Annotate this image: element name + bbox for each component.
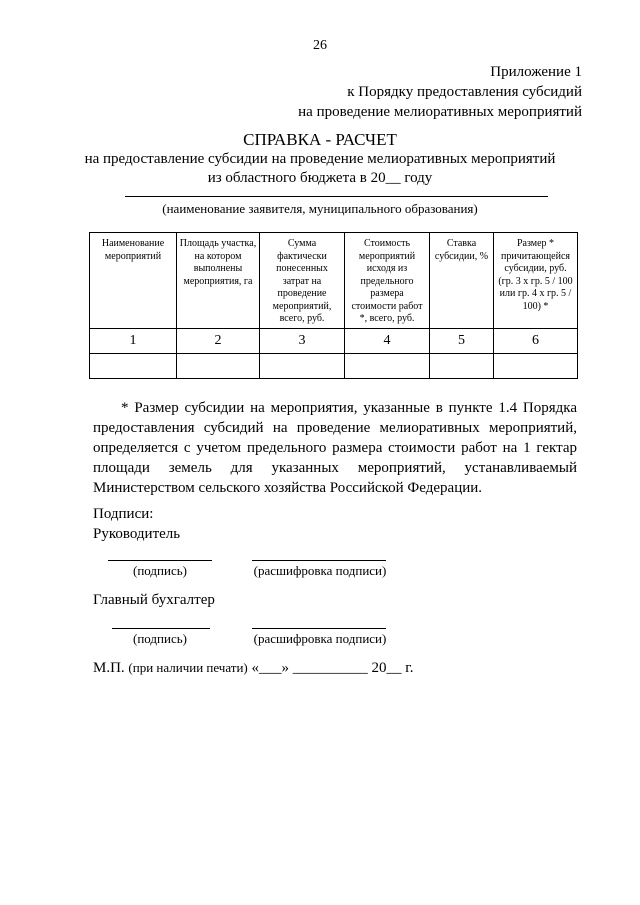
calculation-table <box>89 232 578 379</box>
empty-cell <box>260 354 345 379</box>
appendix-line: к Порядку предоставления субсидий <box>347 84 582 100</box>
header-cell: Ставка субсидии, % <box>430 233 494 329</box>
decode-caption: (расшифровка подписи) <box>253 563 387 578</box>
applicant-name-line <box>125 196 548 197</box>
stamp-prefix: М.П. <box>93 660 125 676</box>
date-template: «___» __________ 20__ г. <box>251 660 414 676</box>
appendix-reference <box>298 62 582 122</box>
empty-cell <box>90 354 177 379</box>
subtitle-line: из областного бюджета в 20__ году <box>207 170 433 186</box>
document-subtitle <box>0 150 640 188</box>
applicant-caption: (наименование заявителя, муниципального образования) <box>162 201 478 216</box>
head-role-label: Руководитель <box>93 526 181 542</box>
header-cell: Сумма фактически понесенных затрат на проведение мероприятий, всего, руб. <box>260 233 345 329</box>
signatures-block <box>93 504 180 544</box>
head-decode-line <box>252 560 386 561</box>
empty-cell <box>494 354 578 379</box>
column-number: 2 <box>177 329 260 354</box>
appendix-line: Приложение 1 <box>490 64 582 80</box>
empty-cell <box>177 354 260 379</box>
accountant-signature-line <box>112 628 210 629</box>
header-cell: Площадь участка, на котором выполнены мероприятия, га <box>177 233 260 329</box>
empty-cell <box>430 354 494 379</box>
signature-caption: (подпись) <box>133 563 187 578</box>
appendix-line: на проведение мелиоративных мероприятий <box>298 104 582 120</box>
column-number: 1 <box>90 329 177 354</box>
column-number: 6 <box>494 329 578 354</box>
column-number: 4 <box>345 329 430 354</box>
accountant-role-label: Главный бухгалтер <box>93 592 215 608</box>
table-empty-row <box>90 354 578 379</box>
signature-caption: (подпись) <box>133 631 187 646</box>
header-cell: Размер * причитающейся субсидии, руб. (гр. 3 х гр. 5 / 100 или гр. 4 х гр. 5 / 100) * <box>494 233 578 329</box>
subtitle-line: на предоставление субсидии на проведение мелиоративных мероприятий <box>84 151 556 167</box>
page-number: 26 <box>313 38 327 53</box>
empty-cell <box>345 354 430 379</box>
decode-caption: (расшифровка подписи) <box>253 631 387 646</box>
column-number: 3 <box>260 329 345 354</box>
footnote: * Размер субсидии на мероприятия, указанные в пункте 1.4 Порядка предоставления субсидий на проведение мелиоративных мероприятий, определяется с учетом предельного размера стоимости работ на 1 гектар площади земель для указанных мероприятий, устанавливаемый Министерством сельского хозяйства Российской Федерации. <box>93 400 577 496</box>
signatures-label: Подписи: <box>93 506 154 522</box>
accountant-decode-line <box>252 628 386 629</box>
head-signature-line <box>108 560 212 561</box>
table-header-row <box>90 233 578 329</box>
document-title: СПРАВКА - РАСЧЕТ <box>243 130 397 149</box>
table-column-numbers-row <box>90 329 578 354</box>
stamp-date-line <box>93 660 413 677</box>
header-cell: Стоимость мероприятий исходя из предельного размера стоимости работ *, всего, руб. <box>345 233 430 329</box>
header-cell: Наименование мероприятий <box>90 233 177 329</box>
stamp-note: (при наличии печати) <box>128 660 248 675</box>
column-number: 5 <box>430 329 494 354</box>
